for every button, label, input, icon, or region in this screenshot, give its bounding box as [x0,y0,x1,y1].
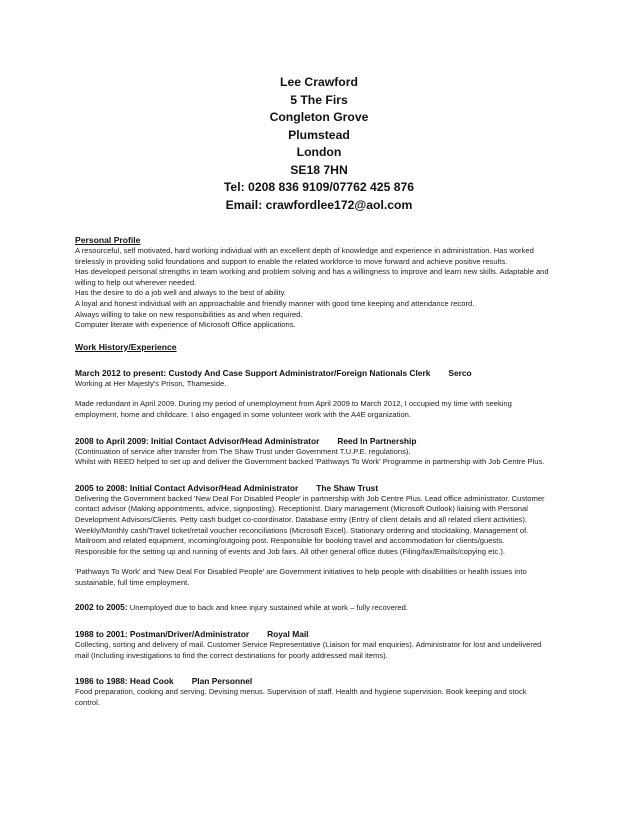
job-description-line: (Continuation of service after transfer from The Shaw Trust under Government T.U.P.E. regulations). [75,446,411,456]
job-description-line: Responsible for the setting up and running of events and Job fairs. All other general office duties (Filing/fax/Emails/copying etc.). [75,546,505,556]
job-company: Serco [448,367,472,378]
applicant-name: Lee Crawford [280,75,358,89]
job-period: 2002 to 2005: [75,602,128,613]
profile-line: willing to help out wherever needed. [75,277,197,287]
job-description-line: Collecting, sorting and delivery of mail. Customer Service Representative (Liaison for mail enquiries). Administrator for lost and undelivered [75,640,542,650]
job-company: The Shaw Trust [316,482,379,493]
note-line: sustainable, full time employment. [75,577,190,587]
job-description-line: Food preparation, cooking and serving. Devising menus. Supervision of staff. Health and hygiene supervision. Book keeping and stock [75,687,527,697]
email: Email: crawfordlee172@aol.com [225,197,413,212]
job-company: Plan Personnel [191,676,253,687]
note-line: employment, home and childcare. I also engaged in some volunteer work with the A4E organization. [75,409,412,419]
profile-line: Has the desire to do a job well and always to the best of ability. [75,288,286,298]
job-heading-royal-mail [75,628,567,640]
job-company: Royal Mail [267,629,309,640]
job-role: 2005 to 2008: Initial Contact Advisor/Head Administrator [75,482,299,493]
profile-line: Computer literate with experience of Microsoft Office applications. [75,320,296,330]
job-role: 1988 to 2001: Postman/Driver/Administrator [75,629,250,640]
job-heading-plan-personnel [75,675,567,687]
job-role: 2008 to April 2009: Initial Contact Advisor/Head Administrator [75,435,320,446]
job-heading-shaw-trust [75,482,567,494]
job-role: March 2012 to present: Custody And Case Support Administrator/Foreign Nationals Clerk [75,367,431,378]
job-description-line: contact advisor (Making appointments, advice, signposting). Receptionist. Diary management (Microsoft Outlook) liaising with Personal [75,504,528,514]
job-heading-reed [75,435,567,447]
job-heading-unemployed [75,602,567,614]
note-line: Made redundant in April 2009. During my period of unemployment from April 2009 to March 2012, I occupied my time with seeking [75,399,512,409]
profile-line: tirelessly in providing solid foundations and support to enable the related workforce to move forward and achieve positive results. [75,256,508,266]
job-role: 1986 to 1988: Head Cook [75,676,174,687]
job-description-line: Whilst with REED helped to set up and deliver the Government backed 'Pathways To Work' Programme in partnership with Job Centre Plus. [75,457,545,467]
contact-header [0,74,638,214]
profile-line: A loyal and honest individual with an approachable and friendly manner with good time keeping and attendance record. [75,298,475,308]
job-description-line: control. [75,697,100,707]
address-line: SE18 7HN [290,162,348,177]
profile-line: Always willing to take on new responsibilities as and when required. [75,309,303,319]
cv-body [75,234,567,708]
job-description: Unemployed due to back and knee injury sustained while at work – fully recovered. [127,603,408,613]
address-line: London [296,145,342,159]
note-line: 'Pathways To Work' and 'New Deal For Disabled People' are Government initiatives to help people with disabilities or health issues into [75,567,527,577]
telephone: Tel: 0208 836 9109/07762 425 876 [223,180,415,194]
personal-profile-heading: Personal Profile [75,235,141,245]
address-line: Congleton Grove [269,110,369,124]
address-line: 5 The Firs [290,92,348,107]
job-description-line: Weekly/Monthly cash/Travel ticket/retail voucher reconciliations (Microsoft Excel). Stationary ordering and stocktaking. Management of. [75,525,529,535]
job-description-line: Mailroom and related equipment, incoming/outgoing post. Responsible for booking travel and accommodation for clients/guests. [75,536,505,546]
job-company: Reed In Partnership [337,435,417,446]
job-description-line: mail (Including investigations to find the correct destinations for poorly addressed mail items). [75,650,388,660]
job-description-line: Delivering the Government backed 'New Deal For Disabled People' in partnership with Job Centre Plus. Lead office administrator. Customer [75,493,545,503]
job-description-line: Working at Her Majesty's Prison, Thameside. [75,378,227,388]
work-history-heading: Work History/Experience [75,341,177,352]
profile-line: Has developed personal strengths in team working and problem solving and has a willingness to improve and learn new skills. Adaptable and [75,267,549,277]
personal-profile-text [75,246,567,331]
profile-line: A resourceful, self motivated, hard working individual with an excellent depth of knowledge and experience in administration. Has worked [75,246,534,255]
address-line: Plumstead [288,127,350,142]
job-description-line: Development Advisors/Clients. Petty cash budget co-coordinator. Database entry (Entry of client details and all related client activities). [75,514,528,524]
job-heading-serco [75,367,567,379]
